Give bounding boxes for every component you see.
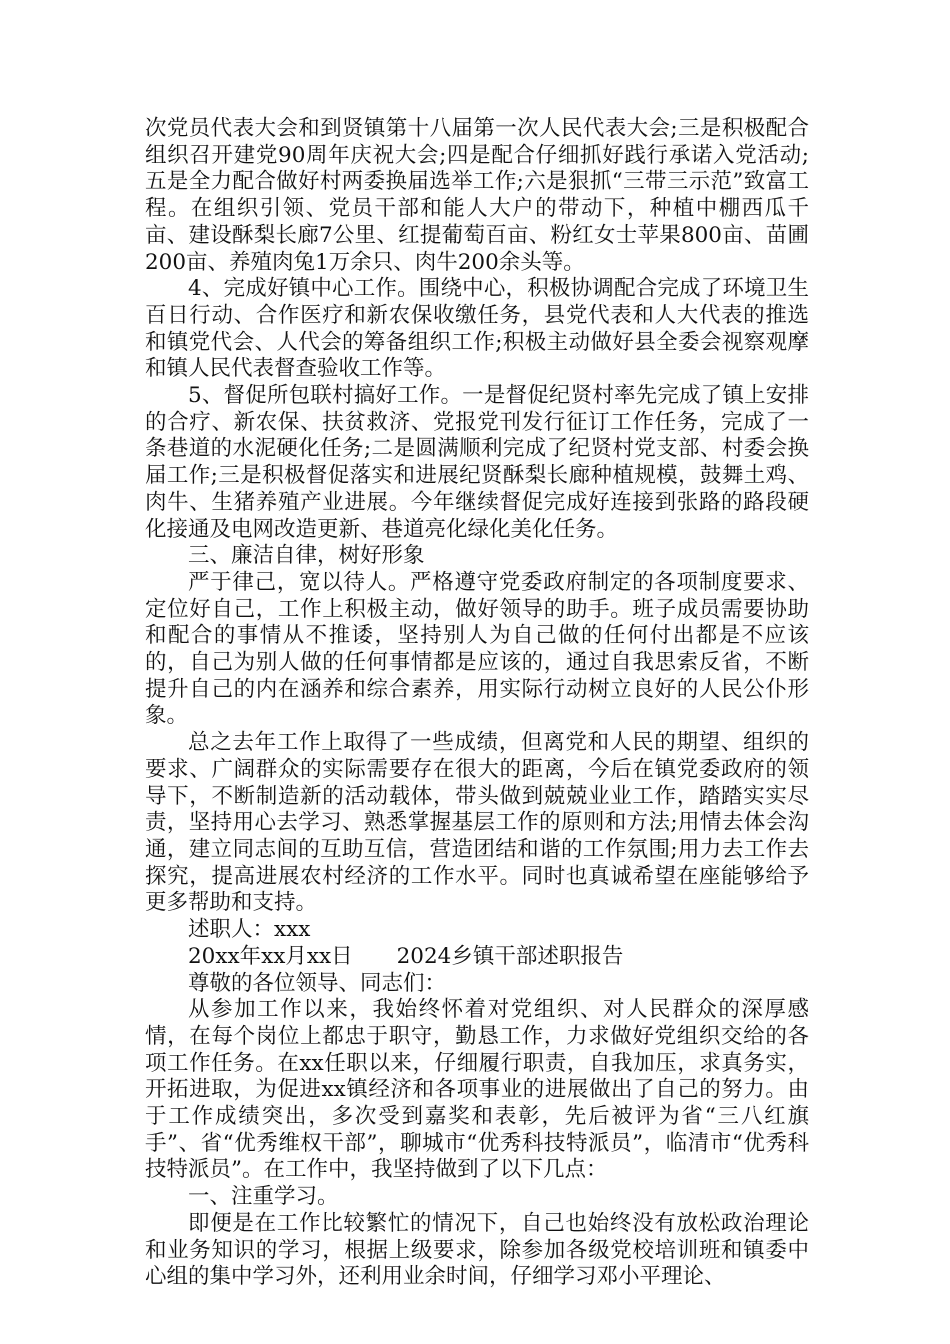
paragraph-5: 总之去年工作上取得了一些成绩，但离党和人民的期望、组织的要求、广阔群众的实际需要存在很大的距离，今后在镇党委政府的领导下，不断制造新的活动载体，带头做到兢兢业业工作，踏踏实实尽责，坚持用心去学习、熟悉掌握基层工作的原则和方法;用情去体会沟通，建立同志间的互助互信，营造团结和谐的工作氛围;用力去工作去探究，提高进展农村经济的工作水平。同时也真诚希望在座能够给予更多帮助和支持。	[145, 730, 809, 916]
paragraph-6: 从参加工作以来，我始终怀着对党组织、对人民群众的深厚感情，在每个岗位上都忠于职守，勤恳工作，力求做好党组织交给的各项工作任务。在xx任职以来，仔细履行职责，自我加压，求真务实，开拓进取，为促进xx镇经济和各项事业的进展做出了自己的努力。由于工作成绩突出，多次受到嘉奖和表彰，先后被评为省“三八红旗手”、省“优秀维权干部”，聊城市“优秀科技特派员”，临清市“优秀科技特派员”。在工作中，我坚持做到了以下几点：	[145, 997, 809, 1183]
section-heading-3: 三、廉洁自律，树好形象	[188, 543, 425, 569]
date-title-line	[145, 944, 809, 971]
section-heading-1: 一、注重学习。	[188, 1184, 339, 1210]
paragraph-3: 5、督促所包联村搞好工作。一是督促纪贤村率先完成了镇上安排的合疗、新农保、扶贫救济、党报党刊发行征订工作任务，完成了一条巷道的水泥硬化任务;二是圆满顺利完成了纪贤村党支部、村委会换届工作;三是积极督促落实和进展纪贤酥梨长廊种植规模，鼓舞土鸡、肉牛、生猪养殖产业进展。今年继续督促完成好连接到张路的路段硬化接通及电网改造更新、巷道亮化绿化美化任务。	[145, 383, 809, 542]
paragraph-4: 严于律己，宽以待人。严格遵守党委政府制定的各项制度要求、定位好自己，工作上积极主动，做好领导的助手。班子成员需要协助和配合的事情从不推诿，坚持别人为自己做的任何付出都是不应该的，自己为别人做的任何事情都是应该的，通过自我思索反省，不断提升自己的内在涵养和综合素养，用实际行动树立良好的人民公仆形象。	[145, 569, 809, 729]
salutation: 尊敬的各位领导、同志们：	[188, 970, 447, 996]
date-line: 20xx年xx月xx日	[188, 943, 353, 969]
paragraph-7: 即便是在工作比较繁忙的情况下，自己也始终没有放松政治理论和业务知识的学习，根据上级要求，除参加各级党校培训班和镇委中心组的集中学习外，还利用业余时间，仔细学习邓小平理论、	[145, 1210, 809, 1290]
paragraph-1: 次党员代表大会和到贤镇第十八届第一次人民代表大会;三是积极配合组织召开建党90周年庆祝大会;四是配合仔细抓好践行承诺入党活动;五是全力配合做好村两委换届选举工作;六是狠抓“三带三示范”致富工程。在组织引领、党员干部和能人大户的带动下，种植中棚西瓜千亩、建设酥梨长廊7公里、红提葡萄百亩、粉红女士苹果800亩、苗圃200亩、养殖肉兔1万余只、肉牛200余头等。	[145, 116, 809, 275]
signature-line: 述职人：xxx	[188, 917, 311, 943]
document-body	[145, 116, 809, 1291]
paragraph-2: 4、完成好镇中心工作。围绕中心，积极协调配合完成了环境卫生百日行动、合作医疗和新农保收缴任务，县党代表和人大代表的推选和镇党代会、人代会的筹备组织工作;积极主动做好县全委会视察观摩和镇人民代表督查验收工作等。	[145, 276, 809, 382]
next-report-title: 2024乡镇干部述职报告	[396, 943, 624, 969]
